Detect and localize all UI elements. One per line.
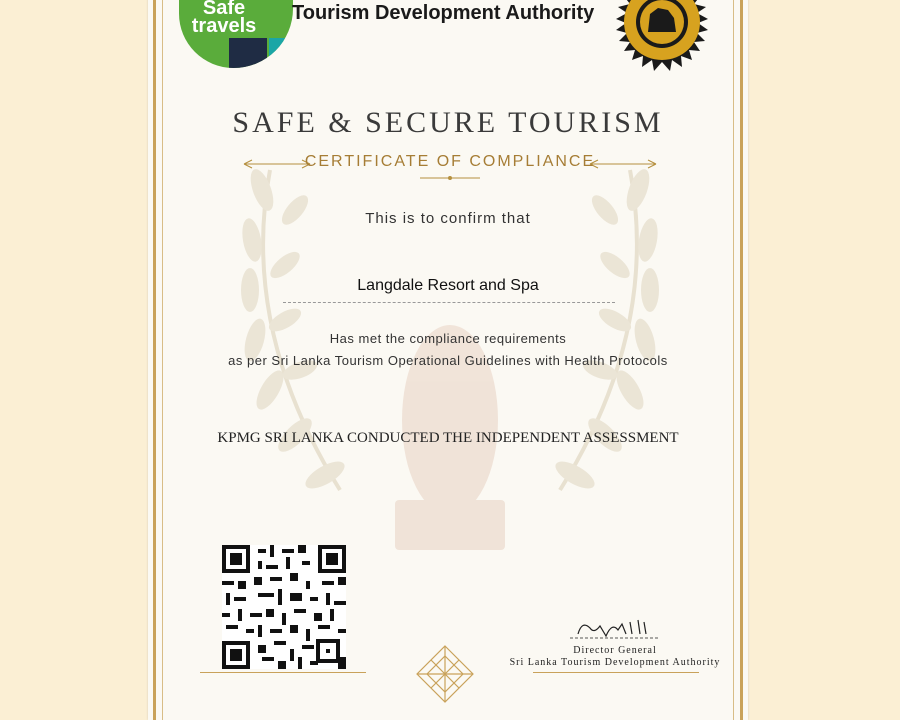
- signatory-title: Director General: [573, 645, 657, 656]
- certificate-subtitle: CERTIFICATE OF COMPLIANCE: [304, 153, 596, 170]
- qr-code[interactable]: [222, 545, 346, 669]
- authority-heading: Tourism Development Authority: [292, 2, 595, 24]
- bottom-rule-left: [200, 672, 366, 673]
- logo-word-travels: travels: [191, 15, 257, 37]
- requirement-line-2: as per Sri Lanka Tourism Operational Guidelines with Health Protocols: [228, 353, 668, 368]
- wttc-badge: [229, 38, 267, 68]
- sri-lanka-badge: [269, 38, 293, 68]
- confirm-text: This is to confirm that: [365, 210, 531, 227]
- authority-seal: [610, 0, 714, 74]
- logo-word-safe: Safe: [202, 0, 246, 19]
- diamond-ornament: [413, 642, 477, 706]
- recipient-underline: [283, 302, 615, 303]
- recipient-name: Langdale Resort and Spa: [357, 277, 539, 294]
- requirement-line-1: Has met the compliance requirements: [329, 331, 567, 346]
- certificate-title: SAFE & SECURE TOURISM: [232, 106, 664, 139]
- signature-mark: [560, 614, 670, 644]
- assessment-statement: KPMG SRI LANKA CONDUCTED THE INDEPENDENT ASSESSMENT: [217, 430, 679, 446]
- bottom-rule-right: [533, 672, 699, 673]
- subtitle-row: [240, 150, 660, 180]
- signatory-organization: Sri Lanka Tourism Development Authority: [509, 657, 721, 668]
